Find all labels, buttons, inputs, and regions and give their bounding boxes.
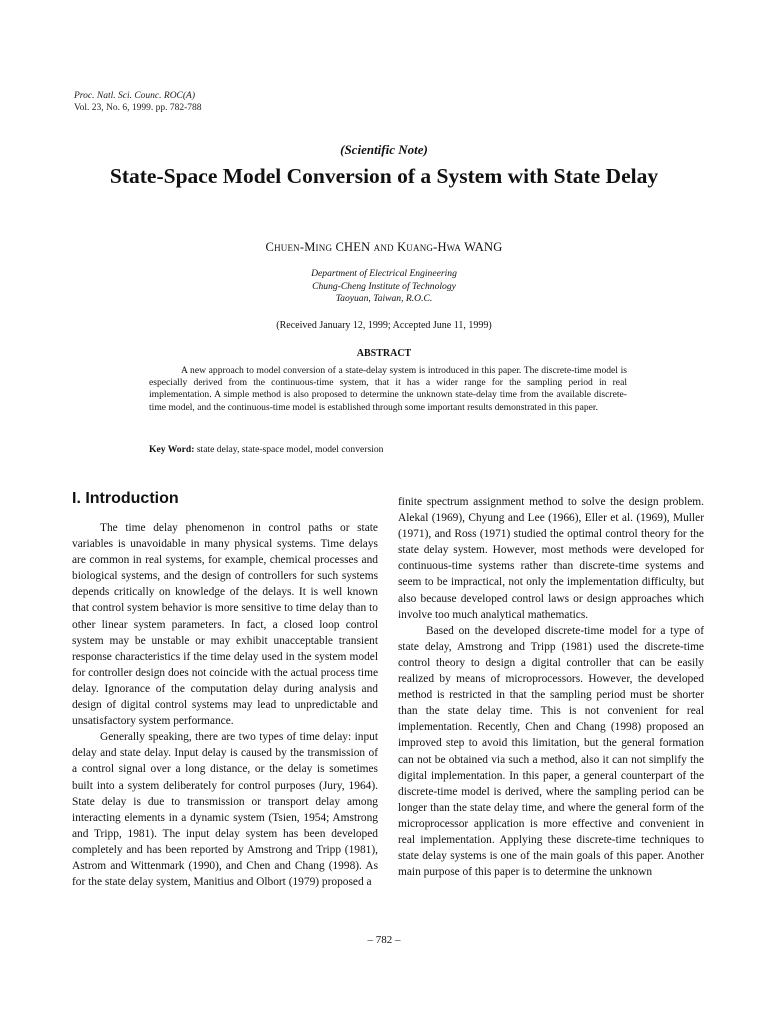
journal-header xyxy=(74,90,202,114)
author-conjunction: and xyxy=(373,240,394,254)
section-heading: I. Introduction xyxy=(72,490,179,507)
note-label: (Scientific Note) xyxy=(340,142,428,157)
keywords-label: Key Word: xyxy=(149,444,195,455)
body-paragraph: The time delay phenomenon in control paths or state variables is unavoidable in many physical systems. Time delays are common in real systems, for example, chemical processes and biological systems, and the design of controllers for such systems depends critically on knowledge of the delays. It is well known that control system behavior is more sensitive to time delay than to other linear system parameters. In fact, a closed loop control system may be unstable or may exhibit unacceptable transient response characteristics if the time delay used in the system model for controller design does not coincide with the actual process time delay. Ignorance of the computation delay during analysis and design of digital control systems may lead to unpredictable and unsatisfactory system performance. xyxy=(72,522,378,728)
body-paragraph: Based on the developed discrete-time model for a type of state delay, Amstrong and Tripp (1981) used the discrete-time control theory to design a digital controller that can be easily realized by means of microprocessors. However, the developed method is restricted in that the sampling period must be shorter than the state delay time. This is not convenient for real implementation. Recently, Chen and Chang (1998) proposed an improved step to avoid this limitation, but the general formation can not be obtained via such a method, also it can not simplify the digital implementation. In this paper, a general counterpart of the discrete-time model is derived, where the sampling period can be longer than the state delay time, and where the general form of the microprocessor application is more effective and convenient in real implementation. Applying these discrete-time techniques to state delay systems is one of the main goals of this paper. Another main purpose of this paper is to determine the unknown xyxy=(398,624,704,879)
journal-volume: Vol. 23, No. 6, 1999. pp. 782-788 xyxy=(74,103,202,113)
abstract-heading: ABSTRACT xyxy=(356,348,412,359)
abstract-text: A new approach to model conversion of a state-delay system is introduced in this paper. The discrete-time model is especially derived from the continuous-time system, that it has a wider range for the sampling period in real implementation. A simple method is also proposed to determine the unknown state-delay time from the available discrete-time model, and the continuous-time model is established through some important results demonstrated in this paper. xyxy=(149,365,627,413)
author-name: Kuang-Hwa WANG xyxy=(397,240,503,254)
page-number: – 782 – xyxy=(367,934,401,946)
affiliation xyxy=(0,268,768,306)
affiliation-line: Taoyuan, Taiwan, R.O.C. xyxy=(335,293,433,305)
paper-title: State-Space Model Conversion of a System with State Delay xyxy=(109,164,659,188)
affiliation-line: Department of Electrical Engineering xyxy=(311,268,457,279)
author-name: Chuen-Ming CHEN xyxy=(265,240,371,254)
affiliation-line: Chung-Cheng Institute of Technology xyxy=(312,280,456,292)
keywords xyxy=(149,444,627,455)
body-paragraph: finite spectrum assignment method to solve the design problem. Alekal (1969), Chyung and Lee (1966), Eller et al. (1969), Muller (1971), and Ross (1971) studied the optimal control theory for the state delay system. However, most methods were developed for continuous-time systems rather than discrete-time systems and seem to be impractical, not only the implementation difficulty, but also because developed control laws or design approaches which involve too much analytical mathematics. xyxy=(398,496,704,621)
right-column xyxy=(398,494,704,880)
received-dates: (Received January 12, 1999; Accepted June 11, 1999) xyxy=(276,320,492,331)
left-column xyxy=(72,490,378,890)
author-list xyxy=(0,240,768,255)
journal-name: Proc. Natl. Sci. Counc. ROC(A) xyxy=(74,91,196,101)
keywords-value: state delay, state-space model, model conversion xyxy=(196,444,384,455)
body-paragraph: Generally speaking, there are two types of time delay: input delay and state delay. Input delay is caused by the transmission of a control signal over a long distance, or the delay is sometimes built into a system deliberately for control purposes (Jury, 1964). State delay is due to transmission or transport delay among interacting elements in a dynamic system (Tsien, 1954; Amstrong and Tripp, 1981). The input delay system has been developed completely and has been reported by Amstrong and Tripp (1981), Astrom and Wittenmark (1990), and Chen and Chang (1998). As for the state delay system, Manitius and Olbort (1979) proposed a xyxy=(72,731,378,889)
